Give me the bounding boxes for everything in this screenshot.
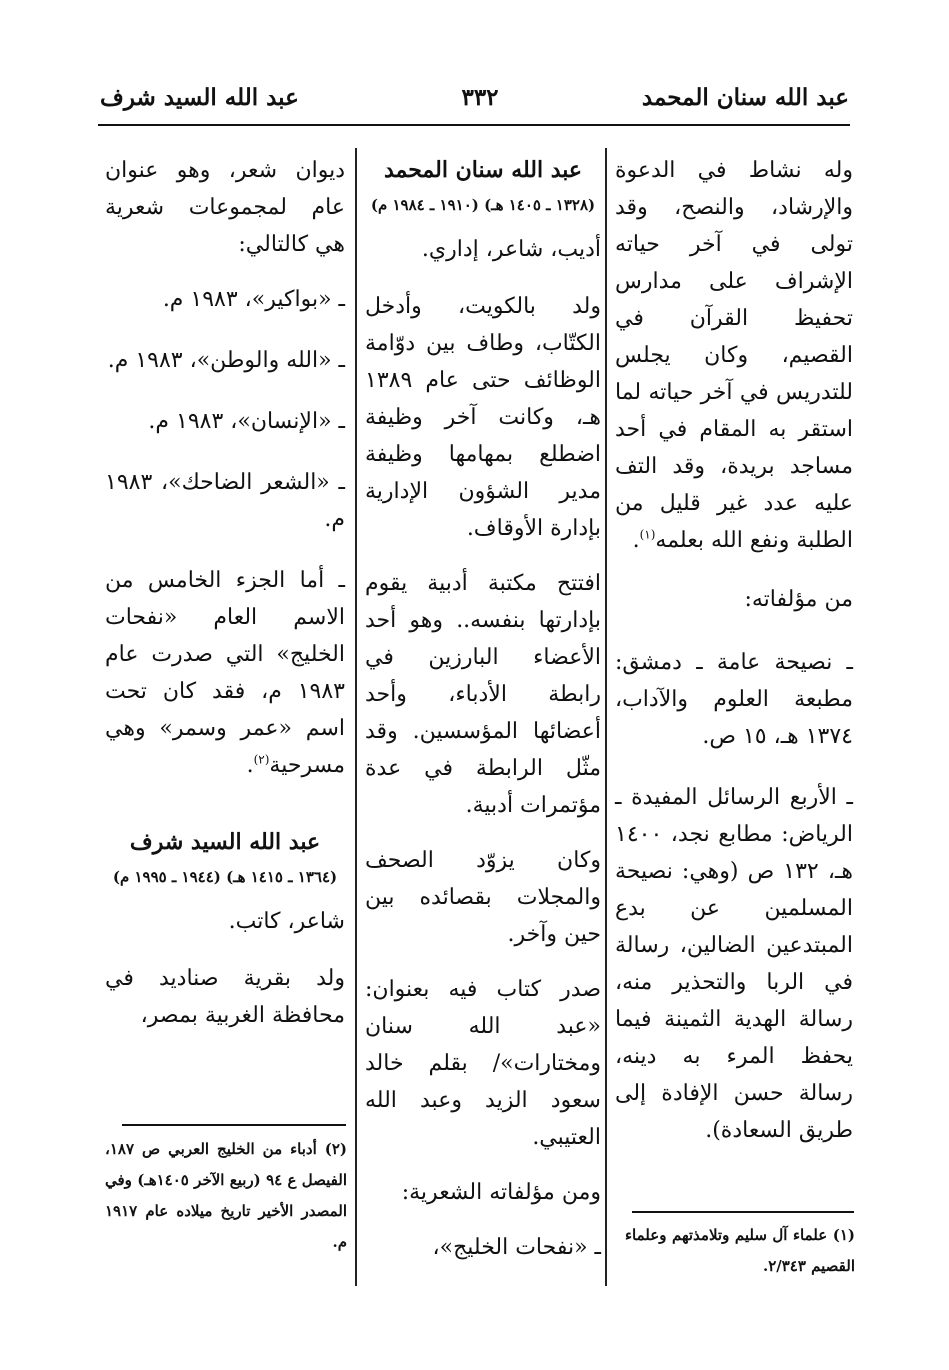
collection-item-2: ـ «الله والوطن»، ١٩٨٣ م. — [107, 348, 345, 373]
paragraph-3: ولد بقرية صناديد في محافظة الغربية بمصر، — [105, 966, 345, 1028]
paragraph-2-end: . — [246, 753, 254, 778]
middle-column — [365, 152, 601, 1284]
footnote-ref-2: (٢) — [253, 752, 270, 767]
biography-dates: (١٣٢٨ ـ ١٤٠٥ هـ) (١٩١٠ ـ ١٩٨٤ م) — [370, 196, 596, 214]
paragraph-1: ديوان شعر، وهو عنوان عام لمجموعات شعرية هي كالتالي: — [105, 158, 345, 257]
biography-dates: (١٣٦٤ ـ ١٤١٥ هـ) (١٩٤٤ ـ ١٩٩٥ م) — [112, 868, 338, 886]
paragraph-4: صدر كتاب فيه بعنوان: «عبد الله سنان ومختارات»/ بقلم خالد سعود الزيد وعبد الله العتيبي. — [365, 977, 601, 1150]
footnote-ref-1: (١) — [639, 527, 656, 542]
running-header-left: عبد الله السيد شرف — [100, 84, 299, 111]
footnote-rule-right — [632, 1211, 854, 1213]
poetry-label: ومن مؤلفاته الشعرية: — [401, 1180, 601, 1205]
biography-name: عبد الله سنان المحمد — [383, 157, 583, 183]
paragraph-2: افتتح مكتبة أدبية يقوم بإدارتها بنفسه.. وهو أحد الأعضاء البارزين في رابطة الأدباء، وأحد أعضائها المؤسسين. وقد مثّل الرابطة في عدة مؤتمرات أدبية. — [365, 571, 601, 818]
footnote-rule-left — [122, 1124, 346, 1126]
paragraph-2 — [105, 562, 345, 784]
header-rule — [98, 124, 850, 126]
collection-item-4: ـ «الشعر الضاحك»، ١٩٨٣ م. — [105, 470, 345, 532]
footnote-2: (٢) أدباء من الخليج العربي ص ١٨٧، الفيصل ع ٩٤ (ربيع الآخر ١٤٠٥هـ) وفي المصدر الأخير تاريخ ميلاده عام ١٩١٧ م. — [105, 1140, 347, 1251]
collection-item-3: ـ «الإنسان»، ١٩٨٣ م. — [148, 409, 345, 434]
works-label: من مؤلفاته: — [744, 587, 853, 612]
page-number: ٣٣٢ — [461, 84, 499, 111]
work-item-2: ـ الأربع الرسائل المفيدة ـ الرياض: مطابع نجد، ١٤٠٠ هـ، ١٣٢ ص (وهي: نصيحة المسلمين عن بدع المبتدعين الضالين، رسالة في الربا والتحذير منه، رسالة الهدية الثمينة فيما يحفظ المرء به دينه، رسالة حسن الإفادة إلى طريق السعادة). — [615, 785, 853, 1143]
intro-paragraph: وله نشاط في الدعوة والإرشاد، والنصح، وقد تولى في آخر حياته الإشراف على مدارس تحفيظ القرآن في القصيم، وكان يجلس للتدريس في آخر حياته لما استقر به المقام في أحد مساجد بريدة، وقد التف عليه عدد غير قليل من الطلبة ونفع الله بعلمه$^{(١)}$. — [615, 158, 853, 553]
biography-name: عبد الله السيد شرف — [129, 829, 321, 855]
footnote-1: (١) علماء آل سليم وتلامذتهم وعلماء القصيم ٢/٣٤٣. — [625, 1226, 855, 1275]
paragraph-1: ولد بالكويت، وأدخل الكتّاب، وطاف بين دوّامة الوظائف حتى عام ١٣٨٩ هـ، وكانت آخر وظيفة اضطلع بمهامها وظيفة مدير الشؤون الإدارية بإدارة الأوقاف. — [365, 294, 601, 541]
running-header-right: عبد الله سنان المحمد — [641, 84, 849, 111]
left-column — [105, 152, 345, 1052]
column-divider-left — [355, 148, 357, 1286]
work-item-1: ـ نصيحة عامة ـ دمشق: مطبعة العلوم والآداب، ١٣٧٤ هـ، ١٥ ص. — [615, 650, 853, 749]
biography-role: شاعر، كاتب. — [228, 909, 345, 934]
collection-item-1: ـ «بواكير»، ١٩٨٣ م. — [162, 287, 345, 312]
right-column — [615, 152, 853, 1173]
biography-role: أديب، شاعر، إداري. — [421, 237, 601, 262]
poetry-item-1: ـ «نفحات الخليج»، — [432, 1235, 601, 1260]
column-divider-right — [605, 148, 607, 1286]
paragraph-2-text: ـ أما الجزء الخامس من الاسم العام «نفحات الخليج» التي صدرت عام ١٩٨٣ م، فقد كان تحت اسم «عمر وسمر» وهي مسرحية — [105, 568, 345, 778]
paragraph-3: وكان يزوّد الصحف والمجلات بقصائده بين حين وآخر. — [365, 848, 601, 947]
intro-text: وله نشاط في الدعوة والإرشاد، والنصح، وقد تولى في آخر حياته الإشراف على مدارس تحفيظ القرآن في القصيم، وكان يجلس للتدريس في آخر حياته لما استقر به المقام في أحد مساجد بريدة، وقد التف عليه عدد غير قليل من الطلبة ونفع الله بعلمه — [615, 158, 853, 553]
